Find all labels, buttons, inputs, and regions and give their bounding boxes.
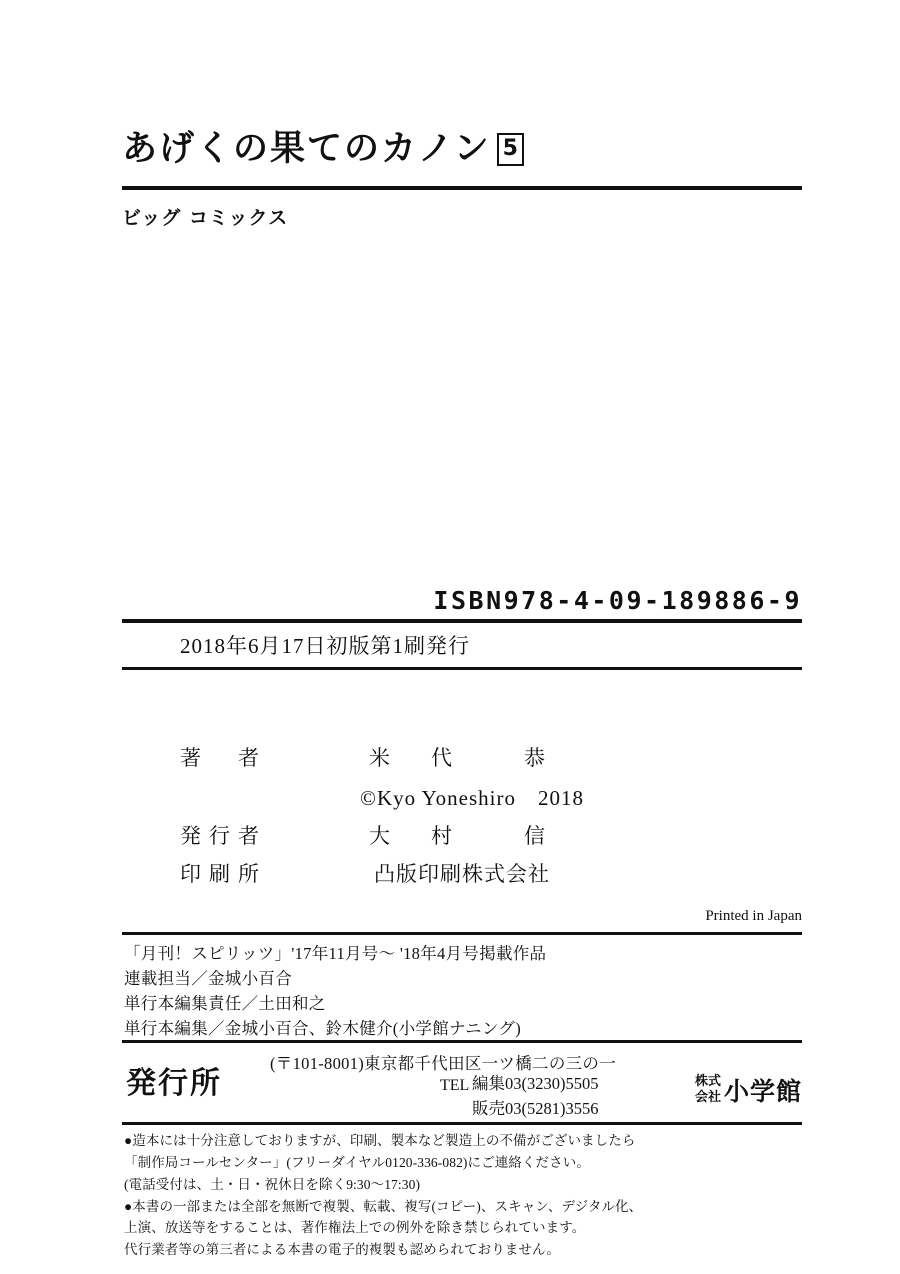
company-type-prefix [695, 1074, 721, 1107]
notice-line: ●本書の一部または全部を無断で複製、転載、複写(コピー)、スキャン、デジタル化、 [124, 1198, 643, 1214]
company-prefix-line-2: 会社 [694, 1090, 721, 1105]
author-label: 著 者 [180, 746, 267, 770]
publisher-rule-bottom [122, 1122, 802, 1125]
notice-line: 代行業者等の第三者による本書の電子的複製も認められておりません。 [124, 1242, 561, 1258]
credit-row [122, 820, 802, 850]
serialization-line: 「月刊！スピリッツ」'17年11月号〜 '18年4月号掲載作品 [124, 944, 547, 963]
credits-block [122, 742, 802, 896]
isbn-rule [122, 619, 802, 623]
volume-number: 5 [497, 133, 524, 166]
publication-date-rule [122, 667, 802, 670]
notice-line: ●造本には十分注意しておりますが、印刷、製本など製造上の不備がございましたら [124, 1133, 636, 1148]
printer-label: 印刷所 [180, 862, 267, 886]
title-rule [122, 186, 802, 190]
notice-line: 上演、放送等をすることは、著作権法上での例外を除き禁じられています。 [124, 1220, 586, 1236]
isbn-code: ISBN978-4-09-189886-9 [433, 586, 802, 615]
publication-date: 2018年6月17日初版第1刷発行 [180, 634, 470, 658]
legal-notice [124, 1130, 642, 1261]
credit-row [122, 742, 802, 810]
printer-name: 凸版印刷株式会社 [374, 862, 550, 886]
notice-line: (電話受付は、土・日・祝休日を除く9:30〜17:30) [124, 1176, 421, 1192]
company-name: 小学館 [723, 1077, 802, 1106]
telephone-label: TEL [440, 1077, 470, 1094]
author-name: 米 代 恭 [369, 746, 555, 770]
printed-in-rule [122, 932, 802, 935]
publisher-rule-top [122, 1040, 802, 1043]
serialization-info [124, 941, 546, 1041]
publisher-block [122, 1048, 802, 1118]
serialization-line: 単行本編集／金城小百合、鈴木健介(小学館ナニング) [124, 1019, 521, 1039]
imprint-label: ビッグ コミックス [122, 207, 289, 229]
credit-row [122, 858, 802, 888]
book-title: あげくの果てのカノン [122, 129, 491, 169]
publisher-person-label: 発行者 [180, 824, 267, 848]
serialization-line: 連載担当／金城小百合 [124, 969, 292, 989]
publisher-company [695, 1072, 802, 1108]
copyright-notice: ©Kyo Yoneshiro 2018 [360, 786, 584, 810]
publisher-label: 発行所 [126, 1066, 222, 1101]
serialization-line: 単行本編集責任／土田和之 [124, 994, 326, 1014]
title-block [122, 130, 802, 169]
notice-line: 「制作局コールセンター」(フリーダイヤル0120-336-082)にご連絡ください。 [124, 1154, 590, 1170]
publisher-address: (〒101-8001)東京都千代田区一ツ橋二の三の一 [270, 1054, 617, 1073]
telephone-sales: 販売03(5281)3556 [472, 1098, 599, 1118]
publisher-person-name: 大 村 信 [369, 824, 555, 848]
company-prefix-line-1: 株式 [694, 1073, 721, 1089]
telephone-numbers [472, 1072, 599, 1122]
telephone-editorial: 編集03(3230)5505 [472, 1074, 599, 1093]
printed-in-japan: Printed in Japan [705, 908, 802, 924]
